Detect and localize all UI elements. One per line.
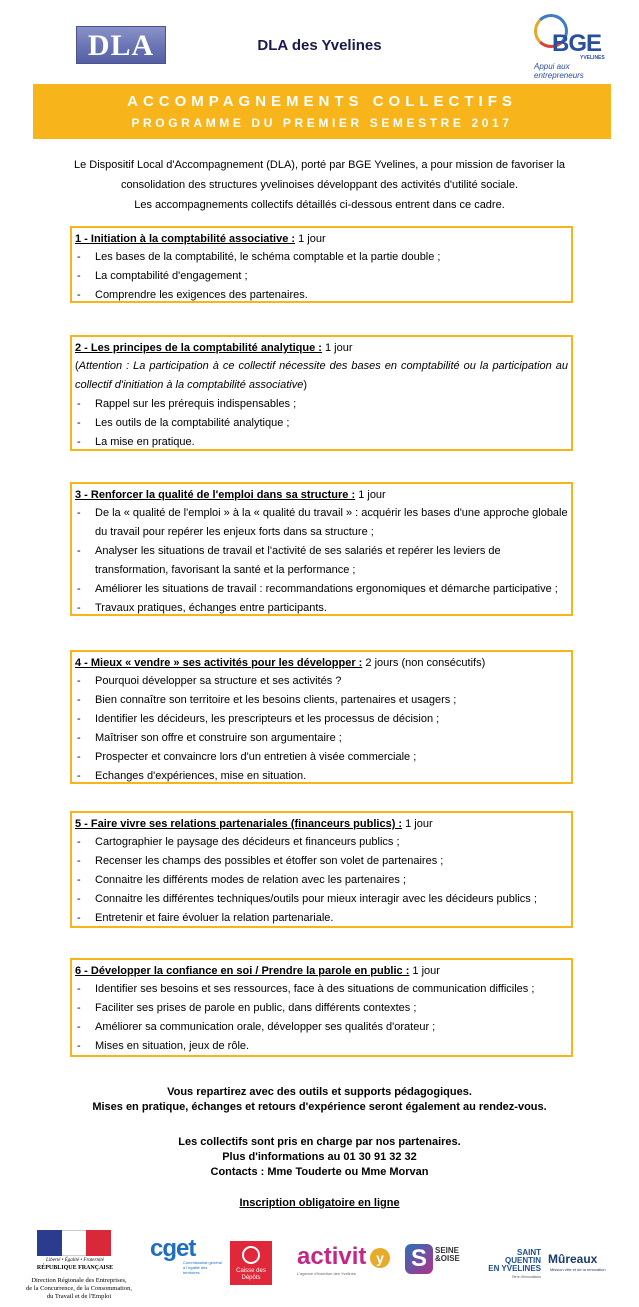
caisse-des-depots-logo [230,1241,272,1285]
les-mureaux-tagline: Mission ville et de la rénovation [550,1267,606,1272]
list-item [75,1037,568,1056]
contact-paragraph [0,1135,639,1180]
list-item [75,999,568,1018]
list-item [75,395,568,414]
list-item-text: - Améliorer sa communication orale, développer ses qualités d'orateur ; [95,1021,436,1033]
bge-tagline: Appui aux entrepreneurs [534,62,584,80]
page-title: DLA des Yvelines [257,37,382,54]
inscription-link[interactable]: Inscription obligatoire en ligne [239,1197,400,1209]
activity-tagline: L'agence d'insertion des Yvelines [297,1271,356,1276]
list-item-text: - La comptabilité d'engagement ; [95,270,248,282]
note-paren-open: ( [75,360,79,372]
seine-oise-letter: S [410,1245,427,1272]
list-item-text: - Identifier les décideurs, les prescripteurs et les processus de décision ; [95,713,440,725]
list-item [75,542,568,580]
cget-logo: cget [150,1235,196,1262]
module-box-2 [70,335,573,451]
module-title: 4 - Mieux « vendre » ses activités pour les développer : [75,657,363,669]
sq-line: QUENTIN [505,1256,541,1265]
list-item-text: - Connaitre les différents modes de relation avec les partenaires ; [95,874,407,886]
module-title: 5 - Faire vivre ses relations partenariales (financeurs publics) : [75,818,403,830]
direccte-line: Direction Régionale des Entreprises, [31,1277,127,1284]
list-item-text: - Pourquoi développer sa structure et ses activités ? [95,675,342,687]
list-item [75,433,568,452]
module-duration: 1 jour [355,489,386,501]
sq-tagline: Terre d'innovations [511,1275,541,1279]
list-item [75,890,568,909]
bge-logo-text: BGE [552,30,602,57]
list-item-text: - Bien connaître son territoire et les besoins clients, partenaires et usagers ; [95,694,457,706]
list-item-text: - Améliorer les situations de travail : recommandations ergonomiques et démarche participative ; [95,583,558,595]
intro-paragraph [0,155,639,215]
list-item-text: - Connaitre les différentes techniques/outils pour mieux interagir avec les décideurs publics ; [95,893,537,905]
intro-line: Les accompagnements collectifs détaillés ci-dessous entrent dans ce cadre. [134,199,505,211]
flag-white [62,1230,86,1256]
list-item [75,909,568,928]
intro-line: Le Dispositif Local d'Accompagnement (DLA), porté par BGE Yvelines, a pour mission de favoriser la [73,159,566,171]
module-list [75,504,568,618]
module-heading [75,486,568,504]
module-box-6 [70,958,573,1057]
list-item-text: - Rappel sur les prérequis indispensables ; [95,398,297,410]
module-heading [75,654,568,672]
module-box-1 [70,226,573,303]
seine-oise-line: SEINE [435,1246,460,1255]
bge-logo [528,12,608,80]
module-prerequisite-note [75,357,568,395]
direccte-name [4,1277,154,1301]
list-item [75,504,568,542]
list-item [75,414,568,433]
list-item [75,1018,568,1037]
list-item-text: - Entretenir et faire évoluer la relation partenariale. [95,912,334,924]
module-list [75,248,568,305]
list-item [75,599,568,618]
list-item-text: - Les outils de la comptabilité analytique ; [95,417,290,429]
module-heading [75,962,568,980]
list-item [75,980,568,999]
rf-name: RÉPUBLIQUE FRANÇAISE [36,1265,114,1271]
module-duration: 1 jour [321,342,353,354]
direccte-line: du Travail et de l'Emploi [46,1293,112,1300]
seine-oise-line: &OISE [435,1254,460,1263]
note-text: Attention : La participation à ce collectif nécessite des bases en comptabilité ou la participation au collectif d'initiation à la comptabilité associative [75,360,568,391]
rf-motto: Liberté • Égalité • Fraternité [46,1258,104,1263]
closing-line: Vous repartirez avec des outils et supports pédagogiques. [167,1086,472,1098]
module-list [75,833,568,928]
dla-logo: DLA [76,26,166,64]
list-item-text: - Analyser les situations de travail et l'activité de ses salariés et repérer les leviers de [95,545,501,557]
module-box-3 [70,482,573,616]
activity-logo: activit [297,1243,367,1270]
list-item [75,871,568,890]
banner-subtitle: PROGRAMME DU PREMIER SEMESTRE 2017 [131,116,513,130]
module-heading [75,339,568,357]
direccte-line: de la Concurrence, de la Consommation, [26,1285,132,1292]
module-duration: 1 jour [402,818,433,830]
list-item [75,729,568,748]
list-item-text: - Recenser les champs des possibles et étoffer son volet de partenaires ; [95,855,444,867]
republique-francaise-logo [37,1230,111,1256]
list-item [75,710,568,729]
list-item [75,748,568,767]
list-item [75,267,568,286]
module-list [75,980,568,1056]
module-box-4 [70,650,573,784]
list-item-text: - Prospecter et convaincre lors d'un entretien à visée commerciale ; [95,751,417,763]
list-item-text: - Comprendre les exigences des partenaires. [95,289,308,301]
cget-subtitle: Commissariat général à l'égalité des territoires [183,1260,222,1275]
module-title: 3 - Renforcer la qualité de l'emploi dans sa structure : [75,489,356,501]
module-duration: 2 jours (non consécutifs) [362,657,486,669]
saint-quentin-logo [481,1249,541,1273]
list-item-text: - Travaux pratiques, échanges entre participants. [95,602,327,614]
banner-title: ACCOMPAGNEMENTS COLLECTIFS [127,93,517,110]
module-duration: 1 jour [409,965,440,977]
activity-logo-y: y [370,1248,390,1268]
sq-line: EN YVELINES [488,1264,541,1273]
list-item-text: - Echanges d'expériences, mise en situation. [95,770,307,782]
list-item-text: transformation, favorisant la santé et la performance ; [95,564,356,576]
module-title: 2 - Les principes de la comptabilité analytique : [75,342,322,354]
title-banner [33,84,611,139]
list-item [75,833,568,852]
closing-line: Mises en pratique, échanges et retours d'expérience seront également au rendez-vous. [92,1101,547,1113]
module-list [75,395,568,452]
list-item-text: - Mises en situation, jeux de rôle. [95,1040,250,1052]
module-list [75,672,568,786]
module-duration: 1 jour [295,233,326,245]
seine-oise-logo [435,1247,460,1263]
flag-red [86,1230,111,1256]
list-item [75,672,568,691]
list-item-text: - Maîtriser son offre et construire son argumentaire ; [95,732,342,744]
bge-region: YVELINES [580,55,605,61]
module-heading [75,815,568,833]
list-item-text: - Les bases de la comptabilité, le schéma comptable et la partie double ; [95,251,441,263]
list-item-text: - La mise en pratique. [95,436,195,448]
list-item-text: du travail pour repérer les enjeux forts dans sa structure ; [95,526,374,538]
list-item [75,852,568,871]
module-title: 1 - Initiation à la comptabilité associative : [75,233,296,245]
contact-phone: Plus d'informations au 01 30 91 32 32 [222,1151,417,1163]
list-item [75,580,568,599]
note-paren-close: ) [303,379,307,391]
list-item-text: - Cartographier le paysage des décideurs et financeurs publics ; [95,836,400,848]
flag-blue [37,1230,62,1256]
module-heading [75,230,568,248]
list-item [75,248,568,267]
sq-line: SAINT [517,1248,541,1257]
intro-line: consolidation des structures yvelinoises développant des activités d'utilité sociale. [120,179,519,191]
list-item [75,286,568,305]
les-mureaux-logo: Mûreaux [548,1252,598,1266]
list-item-text: - De la « qualité de l'emploi » à la « qualité du travail » : acquérir les bases d'une approche globale [95,507,568,519]
contact-line: Les collectifs sont pris en charge par nos partenaires. [178,1136,461,1148]
cdc-name: Caisse des Dépôts [236,1268,266,1281]
contact-names: Contacts : Mme Touderte ou Mme Morvan [210,1166,429,1178]
list-item-text: - Faciliter ses prises de parole en public, dans différents contextes ; [95,1002,417,1014]
closing-paragraph [0,1085,639,1115]
list-item [75,691,568,710]
cdc-emblem-icon [242,1246,260,1264]
list-item [75,767,568,786]
module-title: 6 - Développer la confiance en soi / Prendre la parole en public : [75,965,410,977]
module-box-5 [70,811,573,928]
list-item-text: - Identifier ses besoins et ses ressources, face à des situations de communication difficiles ; [95,983,535,995]
page-header [0,0,639,80]
